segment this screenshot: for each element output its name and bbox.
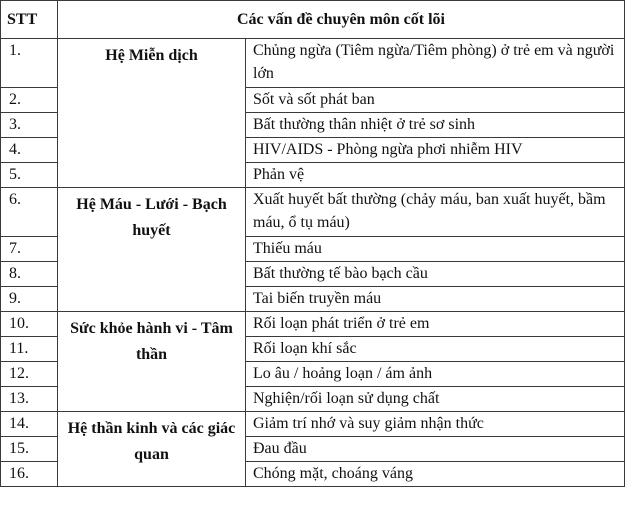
issue-cell: Đau đầu: [246, 437, 625, 462]
issue-cell: Bất thường thân nhiệt ở trẻ sơ sinh: [246, 113, 625, 138]
system-group-blood: Hệ Máu - Lưới - Bạch huyết: [58, 188, 246, 312]
row-number: 12.: [1, 362, 58, 387]
row-number: 15.: [1, 437, 58, 462]
issue-cell: Bất thường tế bào bạch cầu: [246, 262, 625, 287]
issue-cell: Tai biến truyền máu: [246, 287, 625, 312]
issue-cell: Nghiện/rối loạn sử dụng chất: [246, 387, 625, 412]
row-number: 8.: [1, 262, 58, 287]
table-row: [1, 312, 625, 337]
issue-cell: Rối loạn khí sắc: [246, 337, 625, 362]
issue-cell: Chủng ngừa (Tiêm ngừa/Tiêm phòng) ở trẻ em và người lớn: [246, 39, 625, 88]
header-stt: STT: [1, 1, 58, 39]
row-number: 5.: [1, 163, 58, 188]
system-group-behavioral: Sức khỏe hành vi - Tâm thần: [58, 312, 246, 412]
issue-cell: Chóng mặt, choáng váng: [246, 462, 625, 487]
issue-cell: Phản vệ: [246, 163, 625, 188]
row-number: 1.: [1, 39, 58, 88]
issue-cell: Rối loạn phát triển ở trẻ em: [246, 312, 625, 337]
table-row: [1, 412, 625, 437]
row-number: 13.: [1, 387, 58, 412]
row-number: 2.: [1, 88, 58, 113]
header-issues: Các vấn đề chuyên môn cốt lõi: [58, 1, 625, 39]
system-group-immune: Hệ Miễn dịch: [58, 39, 246, 188]
issue-cell: Xuất huyết bất thường (chảy máu, ban xuất huyết, bầm máu, ổ tụ máu): [246, 188, 625, 237]
row-number: 6.: [1, 188, 58, 237]
table-row: [1, 39, 625, 88]
issue-cell: Giảm trí nhớ và suy giảm nhận thức: [246, 412, 625, 437]
row-number: 7.: [1, 237, 58, 262]
row-number: 9.: [1, 287, 58, 312]
issue-cell: Lo âu / hoảng loạn / ám ảnh: [246, 362, 625, 387]
issue-cell: Sốt và sốt phát ban: [246, 88, 625, 113]
table-row: [1, 188, 625, 237]
header-row: [1, 1, 625, 39]
row-number: 14.: [1, 412, 58, 437]
issue-cell: HIV/AIDS - Phòng ngừa phơi nhiễm HIV: [246, 138, 625, 163]
system-group-nervous: Hệ thần kinh và các giác quan: [58, 412, 246, 487]
row-number: 10.: [1, 312, 58, 337]
row-number: 4.: [1, 138, 58, 163]
issue-cell: Thiếu máu: [246, 237, 625, 262]
row-number: 3.: [1, 113, 58, 138]
row-number: 11.: [1, 337, 58, 362]
row-number: 16.: [1, 462, 58, 487]
